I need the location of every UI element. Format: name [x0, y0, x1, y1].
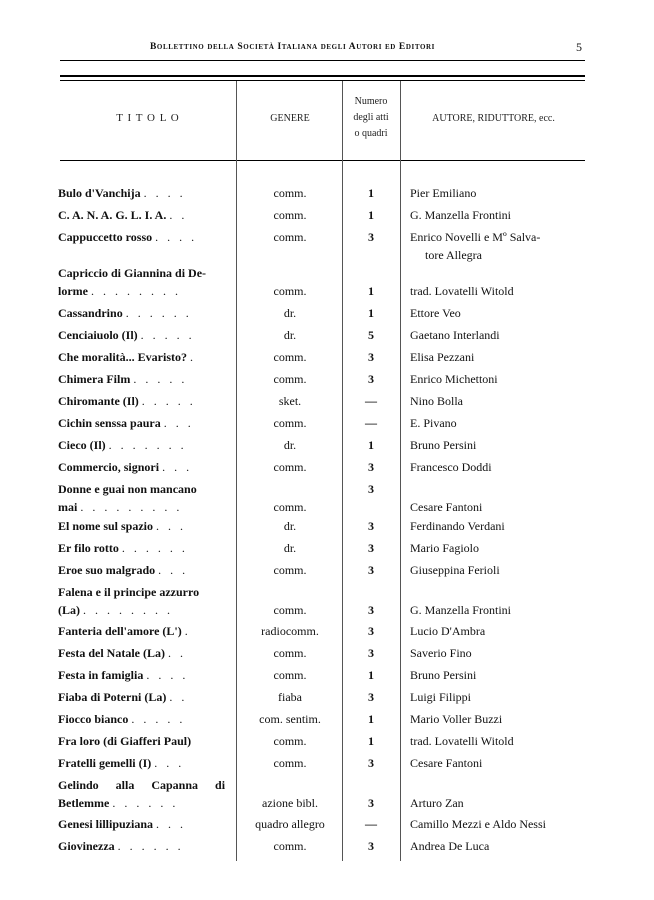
row-acts: 1	[368, 306, 374, 320]
row-title: Fratelli gemelli (I) . . .	[58, 756, 185, 770]
row-author: Mario Voller Buzzi	[410, 712, 503, 726]
table-row	[0, 456, 654, 478]
row-acts: 1	[368, 186, 374, 200]
table-row	[0, 730, 654, 752]
column-header-numero-line3: o quadri	[354, 128, 388, 139]
row-genre: comm.	[273, 284, 307, 298]
row-genre: comm.	[273, 186, 307, 200]
table-row	[0, 434, 654, 456]
row-genre: comm.	[273, 230, 307, 244]
row-acts: 3	[368, 839, 374, 853]
table-top-thick-rule	[60, 75, 585, 77]
row-author: Francesco Doddi	[410, 460, 492, 474]
row-genre: comm.	[273, 460, 307, 474]
row-title: Genesi lillipuziana . . .	[58, 817, 187, 831]
table-row	[0, 620, 654, 642]
row-title: Cassandrino . . . . . .	[58, 306, 192, 320]
table-row	[0, 412, 654, 434]
row-genre: dr.	[283, 306, 297, 320]
table-row	[0, 752, 654, 774]
row-acts: 3	[368, 624, 374, 638]
row-author: Giuseppina Ferioli	[410, 563, 500, 577]
column-header-titolo: T I T O L O	[116, 112, 180, 124]
row-author: Camillo Mezzi e Aldo Nessi	[410, 817, 546, 831]
row-genre: dr.	[283, 438, 297, 452]
row-title: Festa del Natale (La) . .	[58, 646, 186, 660]
row-title: Cichin senssa paura . . .	[58, 416, 194, 430]
row-title: Cieco (Il) . . . . . . .	[58, 438, 187, 452]
row-author: Ettore Veo	[410, 306, 461, 320]
row-author: Gaetano Interlandi	[410, 328, 500, 342]
table-row	[0, 204, 654, 226]
row-acts: 3	[368, 482, 374, 496]
table-row	[0, 835, 654, 857]
table-row	[0, 686, 654, 708]
row-author: Saverio Fino	[410, 646, 472, 660]
table-row	[0, 302, 654, 324]
row-genre: comm.	[273, 646, 307, 660]
header-rule	[60, 60, 585, 61]
row-author: Bruno Persini	[410, 668, 477, 682]
column-header-numero	[343, 94, 399, 142]
column-header-numero-line1: Numero	[354, 96, 388, 107]
row-acts: 1	[368, 438, 374, 452]
row-title: mai . . . . . . . . .	[58, 500, 183, 514]
running-title: Bollettino della Società Italiana degli Autori ed Editori	[150, 42, 435, 52]
row-author: Lucio D'Ambra	[410, 624, 486, 638]
row-title: Chimera Film . . . . .	[58, 372, 188, 386]
row-author: G. Manzella Frontini	[410, 208, 511, 222]
row-genre: comm.	[273, 500, 307, 514]
row-genre: comm.	[273, 668, 307, 682]
table-row	[0, 262, 654, 306]
table-row	[0, 346, 654, 368]
row-title-first-line: Capriccio di Giannina di De-	[58, 266, 207, 280]
row-author: Cesare Fantoni	[410, 500, 483, 514]
row-acts: 1	[368, 712, 374, 726]
column-header-autore: AUTORE, RIDUTTORE, ecc.	[432, 113, 555, 124]
column-header-numero-line2: degli atti	[353, 112, 389, 123]
row-title: Fiaba di Poterni (La) . .	[58, 690, 188, 704]
row-author: Enrico Novelli e Mº Salva-	[410, 230, 541, 244]
row-acts: 3	[368, 756, 374, 770]
row-genre: comm.	[273, 839, 307, 853]
table-row	[0, 708, 654, 730]
row-author: E. Pivano	[410, 416, 457, 430]
row-title: Fanteria dell'amore (L') .	[58, 624, 191, 638]
row-title: Commercio, signori . . .	[58, 460, 193, 474]
row-title: Betlemme . . . . . .	[58, 796, 179, 810]
row-title: Eroe suo malgrado . . .	[58, 563, 189, 577]
row-author: Ferdinando Verdani	[410, 519, 505, 533]
row-title: Cenciaiuolo (Il) . . . . .	[58, 328, 195, 342]
row-genre: comm.	[273, 756, 307, 770]
row-title: Giovinezza . . . . . .	[58, 839, 184, 853]
row-title: Fra loro (di Giafferi Paul)	[58, 734, 192, 748]
row-genre: fiaba	[278, 690, 302, 704]
row-author: Cesare Fantoni	[410, 756, 483, 770]
row-acts: 1	[368, 208, 374, 222]
row-acts: 3	[368, 541, 374, 555]
row-author: Elisa Pezzani	[410, 350, 475, 364]
table-row	[0, 368, 654, 390]
row-author: trad. Lovatelli Witold	[410, 734, 514, 748]
row-acts: 3	[368, 690, 374, 704]
row-author: Andrea De Luca	[410, 839, 490, 853]
column-header-genere: GENERE	[270, 113, 310, 124]
row-author: trad. Lovatelli Witold	[410, 284, 514, 298]
table-row	[0, 774, 654, 818]
row-author: Luigi Filippi	[410, 690, 472, 704]
row-genre: comm.	[273, 350, 307, 364]
row-acts: —	[365, 416, 377, 430]
row-acts: 1	[368, 734, 374, 748]
row-genre: comm.	[273, 372, 307, 386]
row-title: Er filo rotto . . . . . .	[58, 541, 188, 555]
row-acts: 3	[368, 563, 374, 577]
row-acts: 3	[368, 230, 374, 244]
table-row	[0, 324, 654, 346]
row-title: Cappuccetto rosso . . . .	[58, 230, 198, 244]
row-author: G. Manzella Frontini	[410, 603, 511, 617]
row-genre: radiocomm.	[261, 624, 319, 638]
row-title: Fiocco bianco . . . . .	[58, 712, 186, 726]
table-row	[0, 581, 654, 625]
table-row	[0, 642, 654, 664]
row-title: El nome sul spazio . . .	[58, 519, 187, 533]
table-row	[0, 664, 654, 686]
row-genre: dr.	[283, 519, 297, 533]
row-genre: comm.	[273, 208, 307, 222]
row-genre: comm.	[273, 734, 307, 748]
table-row	[0, 813, 654, 835]
column-header-bottom-rule	[60, 160, 585, 161]
row-acts: 3	[368, 603, 374, 617]
row-author: Bruno Persini	[410, 438, 477, 452]
table-row	[0, 515, 654, 537]
row-author: Enrico Michettoni	[410, 372, 498, 386]
row-title: (La) . . . . . . . .	[58, 603, 173, 617]
table-row	[0, 390, 654, 412]
row-genre: dr.	[283, 541, 297, 555]
row-genre: comm.	[273, 563, 307, 577]
row-title-first-line: Gelindo alla Capanna di	[58, 778, 226, 792]
row-title: Chiromante (Il) . . . . .	[58, 394, 196, 408]
row-author: Mario Fagiolo	[410, 541, 479, 555]
row-acts: 3	[368, 372, 374, 386]
row-title: Festa in famiglia . . . .	[58, 668, 189, 682]
row-acts: 3	[368, 350, 374, 364]
table-top-thin-rule	[60, 80, 585, 81]
row-acts: 3	[368, 646, 374, 660]
row-acts: 3	[368, 796, 374, 810]
row-author-continued: tore Allegra	[425, 248, 482, 262]
row-acts: 3	[368, 460, 374, 474]
row-title: Che moralità... Evaristo? .	[58, 350, 196, 364]
row-genre: dr.	[283, 328, 297, 342]
row-acts: 1	[368, 284, 374, 298]
row-author: Pier Emiliano	[410, 186, 477, 200]
row-acts: 1	[368, 668, 374, 682]
row-acts: —	[365, 394, 377, 408]
row-title-first-line: Donne e guai non mancano	[58, 482, 197, 496]
row-genre: azione bibl.	[262, 796, 318, 810]
row-title: C. A. N. A. G. L. I. A. . .	[58, 208, 188, 222]
row-author: Arturo Zan	[410, 796, 464, 810]
row-genre: com. sentim.	[259, 712, 321, 726]
row-acts: 5	[368, 328, 374, 342]
row-genre: comm.	[273, 603, 307, 617]
table-row	[0, 537, 654, 559]
row-genre: sket.	[278, 394, 302, 408]
table-row	[0, 182, 654, 204]
row-title: lorme . . . . . . . .	[58, 284, 181, 298]
table-row	[0, 559, 654, 581]
page-number: 5	[576, 40, 582, 54]
running-header	[0, 42, 654, 62]
row-acts: 3	[368, 519, 374, 533]
row-genre: quadro allegro	[255, 817, 325, 831]
row-acts: —	[365, 817, 377, 831]
row-author: Nino Bolla	[410, 394, 463, 408]
row-title: Bulo d'Vanchija . . . .	[58, 186, 186, 200]
row-genre: comm.	[273, 416, 307, 430]
row-title-first-line: Falena e il principe azzurro	[58, 585, 200, 599]
